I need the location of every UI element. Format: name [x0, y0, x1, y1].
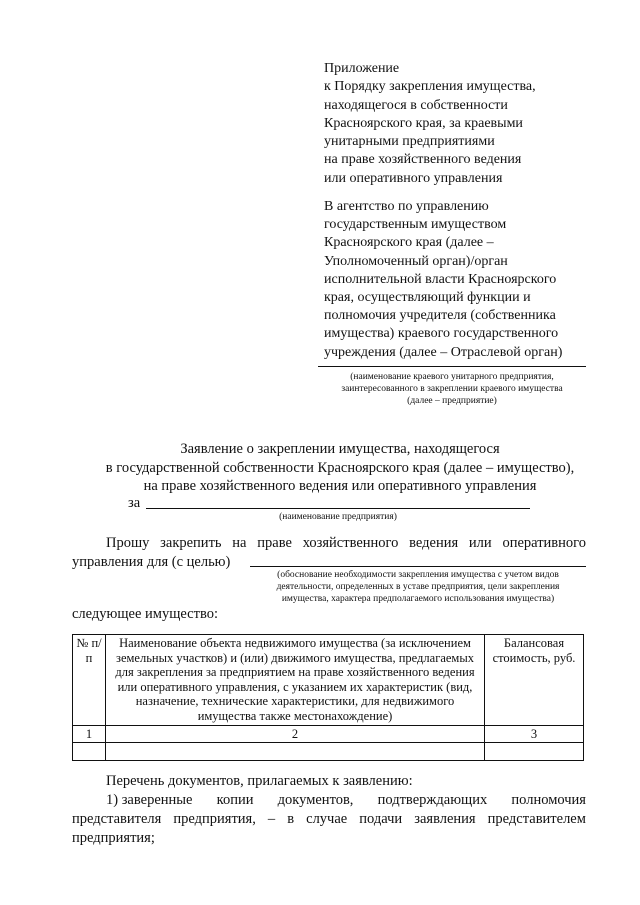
appendix-line: находящегося в собственности	[324, 97, 508, 113]
documents-item-1-line-3: предприятия;	[72, 830, 155, 846]
request-line-2: управления для (с целью)	[72, 554, 231, 570]
documents-item-1-line-2: представителя предприятия, – в случае подачи заявления представителем	[72, 811, 586, 827]
addressee-line: учреждения (далее – Отраслевой орган)	[324, 344, 563, 360]
addressee-line: исполнительной власти Красноярского	[324, 271, 557, 287]
addressee-line: В агентство по управлению	[324, 199, 489, 214]
documents-item-1-line-1: 1) заверенные копии документов, подтверждающих полномочия	[106, 792, 586, 808]
addressee-block	[324, 198, 624, 362]
header-number: № п/п	[73, 635, 106, 726]
appendix-line: Красноярского края, за краевыми	[324, 115, 523, 131]
statement-title	[60, 440, 620, 496]
header-name: Наименование объекта недвижимого имущества (за исключением земельных участков) и (или) движимого имущества, предлагаемых для закрепления за предприятием на праве хозяйственного ведения или оперативного управления, с указанием их характеристик (вид, назначение, технические характеристики, для недвижимого имущества также местонахождение)	[106, 635, 485, 726]
purpose-fill-line[interactable]	[250, 566, 586, 567]
addressee-line: Уполномоченный орган)/орган	[324, 253, 508, 269]
property-table	[72, 634, 584, 761]
addressee-line: края, осуществляющий функции и	[324, 290, 531, 306]
table-header-row	[73, 635, 584, 726]
table-cell-empty[interactable]	[73, 743, 106, 761]
appendix-line: Приложение	[324, 61, 400, 76]
enterprise-name-fill-line[interactable]	[318, 366, 586, 367]
for-hint: (наименование предприятия)	[279, 512, 397, 522]
addressee-line: имущества) краевого государственного	[324, 326, 559, 342]
appendix-line: или оперативного управления	[324, 170, 503, 186]
appendix-line: на праве хозяйственного ведения	[324, 152, 522, 168]
column-number-2: 2	[106, 725, 485, 743]
addressee-line: государственным имуществом	[324, 217, 507, 233]
title-line: на праве хозяйственного ведения или оперативного управления	[143, 478, 537, 494]
appendix-header	[324, 60, 624, 188]
addressee-line: Красноярского края (далее –	[324, 235, 494, 251]
table-number-row	[73, 725, 584, 743]
for-fill-line[interactable]	[146, 508, 530, 509]
for-label: за	[128, 495, 141, 511]
following-property-label: следующее имущество:	[72, 606, 218, 622]
table-cell-empty[interactable]	[106, 743, 485, 761]
appendix-line: к Порядку закрепления имущества,	[324, 79, 536, 95]
documents-heading: Перечень документов, прилагаемых к заявлению:	[106, 773, 413, 789]
table-row	[73, 743, 584, 761]
addressee-line: полномочия учредителя (собственника	[324, 308, 556, 324]
table-cell-empty[interactable]	[485, 743, 584, 761]
purpose-hint: (обоснование необходимости закрепления имущества с учетом видов деятельности, определенных в уставе предприятия, цели закрепления имущества, характера предполагаемого использования имущества)	[276, 570, 560, 604]
appendix-line: унитарными предприятиями	[324, 134, 495, 150]
column-number-1: 1	[73, 725, 106, 743]
header-balance-value: Балансовая стоимость, руб.	[485, 635, 584, 726]
title-line: Заявление о закреплении имущества, находящегося	[180, 441, 500, 457]
title-line: в государственной собственности Красноярского края (далее – имущество),	[105, 459, 575, 476]
column-number-3: 3	[485, 725, 584, 743]
enterprise-name-hint: (наименование краевого унитарного предприятия, заинтересованного в закреплении краевого имущества (далее – предприятие)	[341, 372, 563, 406]
request-line-1: Прошу закрепить на праве хозяйственного ведения или оперативного	[106, 535, 586, 551]
